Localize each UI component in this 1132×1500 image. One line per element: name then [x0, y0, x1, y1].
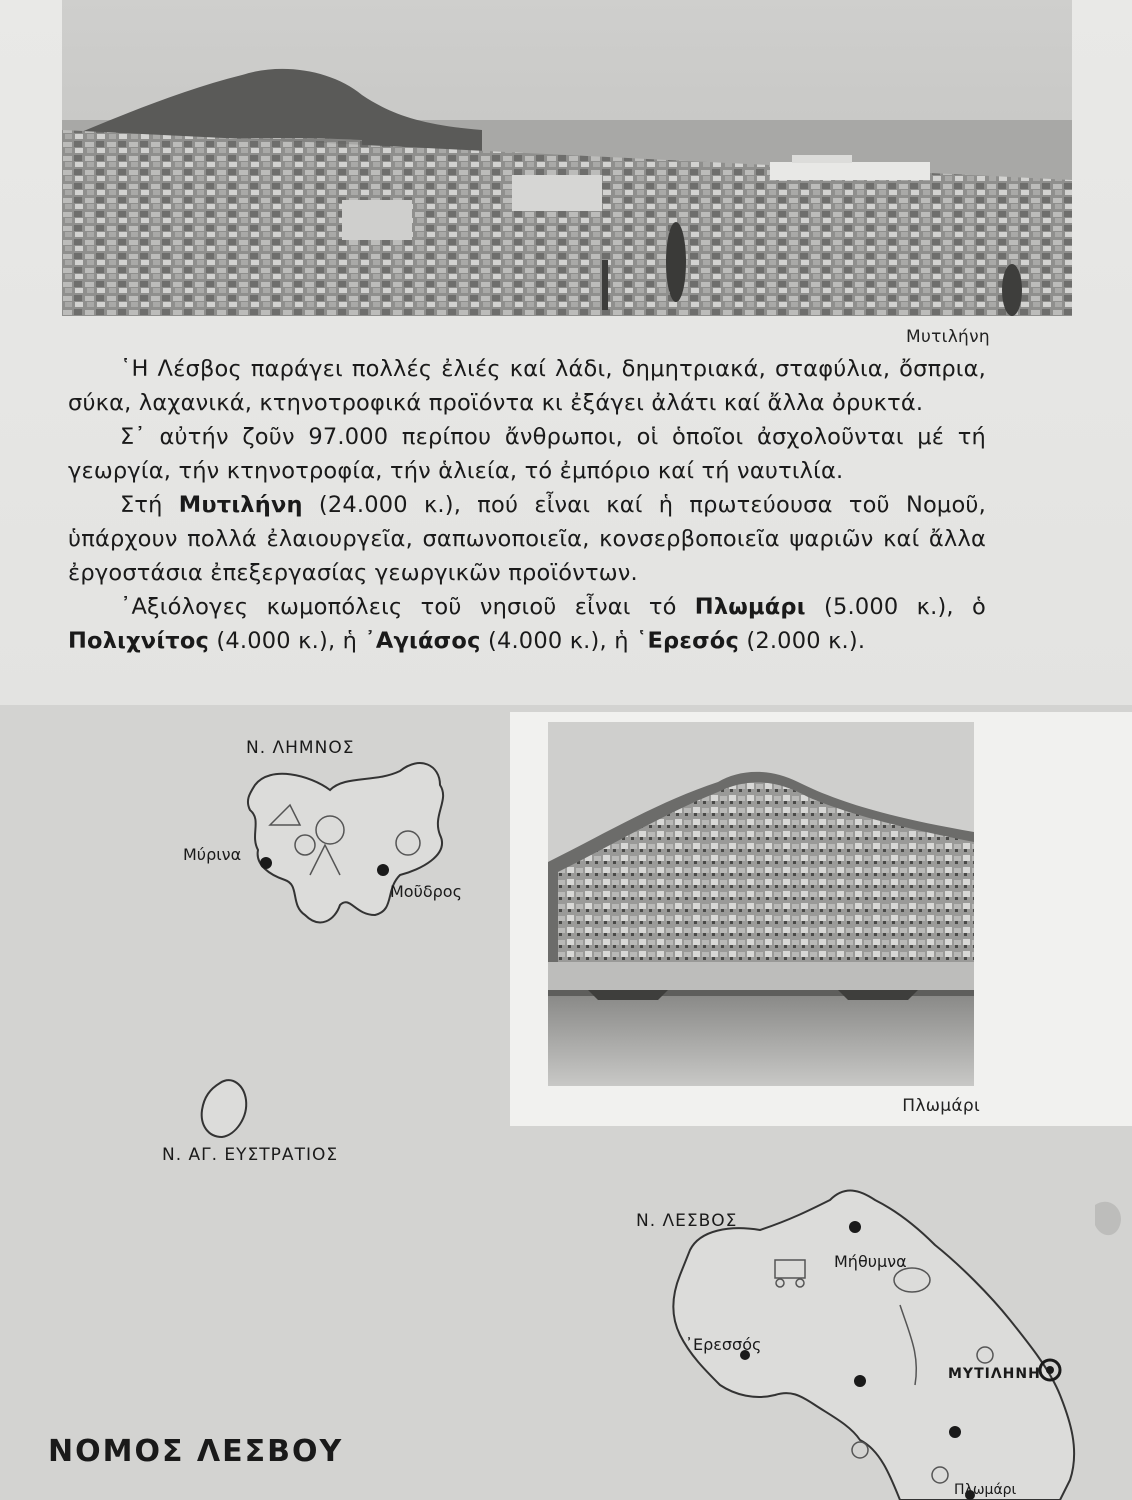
mytilene-marker-inner [1046, 1366, 1054, 1374]
bold-mytilene: Μυτιλήνη [178, 492, 303, 518]
bold-polichnitos: Πολιχνίτος [68, 628, 210, 654]
bold-plomari: Πλωμάρι [694, 594, 806, 620]
plomari-photo [548, 722, 974, 1086]
paragraph-4: ᾿Αξιόλογες κωμοπόλεις τοῦ νησιοῦ εἶναι τό Πλωμάρι (5.000 κ.), ὁ Πολιχνίτος (4.000 κ.), ἡ ᾿Αγιάσος (4.000 κ.), ἡ ῾Ερεσός (2.000 κ.). [68, 594, 986, 654]
lesvos-label: Ν. ΛΕΣΒΟΣ [636, 1211, 738, 1231]
plomari-photo-caption: Πλωμάρι [902, 1096, 980, 1116]
mytilene-photo-caption: Μυτιλήνη [906, 327, 990, 347]
mithymna-marker [849, 1221, 861, 1233]
mytilene-photo [62, 0, 1072, 316]
mithymna-label: Μήθυμνα [834, 1252, 907, 1271]
moudros-label: Μοῦδρος [390, 882, 462, 901]
lesvos-south-marker-2 [949, 1426, 961, 1438]
paragraph-2: Σ᾿ αὐτήν ζοῦν 97.000 περίπου ἄνθρωποι, οἱ ὁποῖοι ἀσχολοῦνται μέ τή γεωργία, τήν κτηνοτροφία, τήν ἁλιεία, τό ἐμπόριο καί τή ναυτιλία. [68, 424, 986, 484]
moudros-marker [377, 864, 389, 876]
plomari-map-label: Πλωμάρι [954, 1482, 1017, 1498]
paragraph-3: Στή Μυτιλήνη (24.000 κ.), πού εἶναι καί ἡ πρωτεύουσα τοῦ Νομοῦ, ὑπάρχουν πολλά ἐλαιουργεῖα, σαπωνοποιεῖα, κονσερβοποιεῖα ψαριῶν καί ἄλλα ἐργοστάσια ἐπεξεργασίας γεωργικῶν προϊόντων. [68, 492, 986, 586]
agios-efstratios-island [202, 1080, 247, 1137]
eressos-label: ᾿Ερεσσός [685, 1335, 762, 1354]
bold-eresos: ῾Ερεσός [636, 628, 739, 654]
paragraph-1: ῾Η Λέσβος παράγει πολλές ἐλιές καί λάδι, δημητριακά, σταφύλια, ὄσπρια, σύκα, λαχανικά, κτηνοτροφικά προϊόντα κι ἐξάγει ἀλάτι καί ἄλλα ὀρυκτά. [68, 356, 986, 416]
lesvos-south-marker-1 [854, 1375, 866, 1387]
page-title: ΝΟΜΟΣ ΛΕΣΒΟΥ [48, 1434, 344, 1469]
limnos-label: Ν. ΛΗΜΝΟΣ [246, 738, 355, 758]
myrina-label: Μύρινα [183, 845, 242, 864]
agios-efstratios-label: Ν. ΑΓ. ΕΥΣΤΡΑΤΙΟΣ [162, 1145, 339, 1165]
bold-agiasos: ᾿Αγιάσος [364, 628, 481, 654]
body-text [68, 352, 986, 658]
myrina-marker [260, 857, 272, 869]
mytilene-map-label: ΜΥΤΙΛΗΝΗ [948, 1366, 1041, 1382]
sea-blot [1095, 1202, 1121, 1235]
